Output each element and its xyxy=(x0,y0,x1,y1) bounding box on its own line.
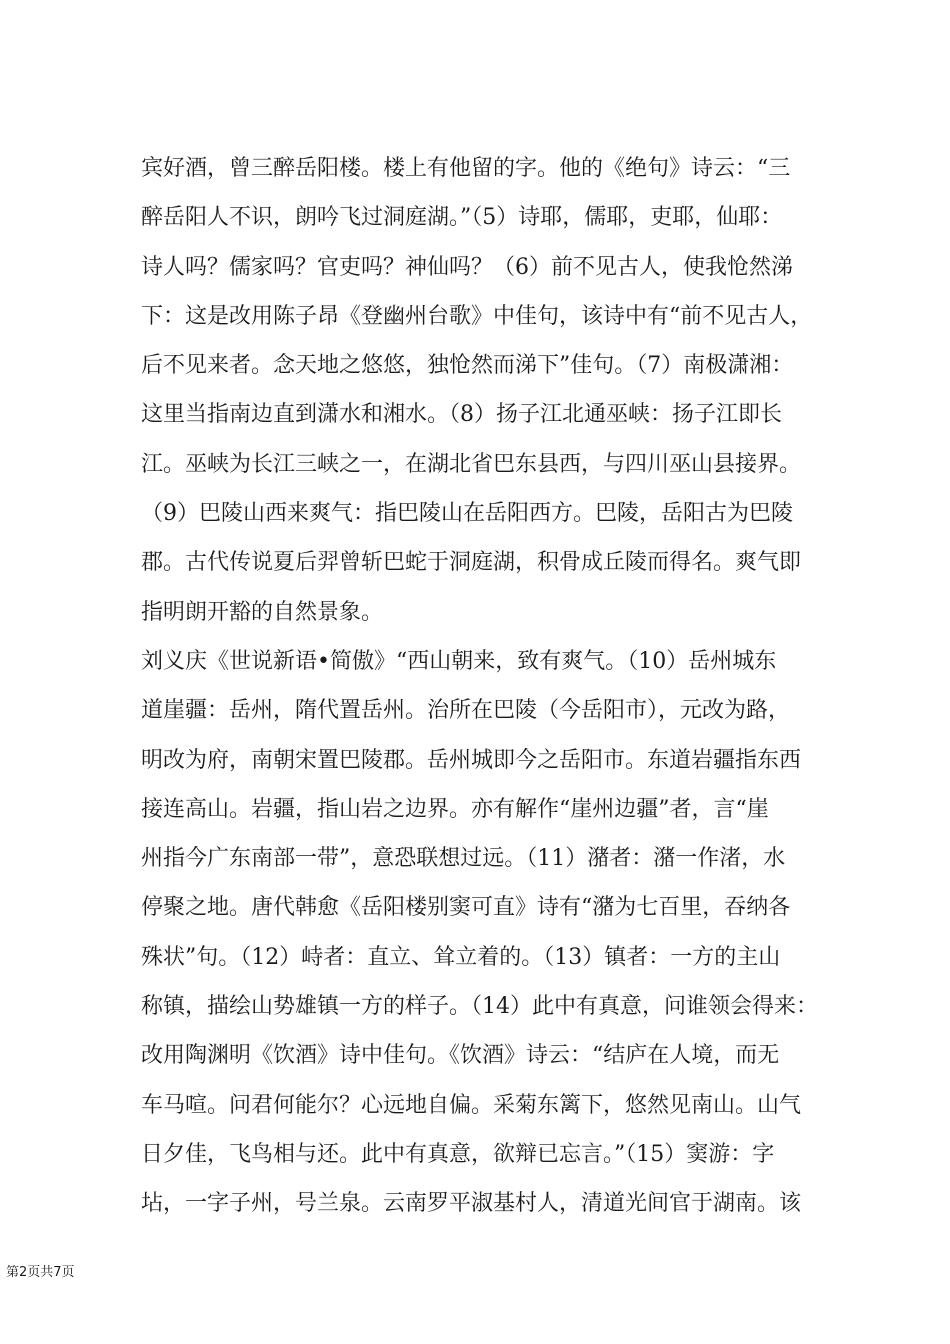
text-line: 指明朗开豁的自然景象。 xyxy=(141,599,384,625)
text-line: 车马喧。问君何能尔？心远地自偏。采菊东篱下，悠然见南山。山气 xyxy=(141,1092,802,1118)
text-line: 殊状”句。（12）峙者：直立、耸立着的。（13）镇者：一方的主山 xyxy=(141,944,781,970)
page-number-footer: 第2页共7页 xyxy=(6,1265,75,1280)
text-line: 江。巫峡为长江三峡之一，在湖北省巴东县西，与四川巫山县接界。 xyxy=(141,451,802,477)
text-line: 接连高山。岩疆，指山岩之边界。亦有解作“崖州边疆”者，言“崖 xyxy=(141,796,769,822)
text-line: 后不见来者。念天地之悠悠，独怆然而涕下”佳句。（7）南极潇湘： xyxy=(141,353,794,379)
body-text xyxy=(141,144,841,1229)
text-line: 郡。古代传说夏后羿曾斩巴蛇于洞庭湖，积骨成丘陵而得名。爽气即 xyxy=(141,550,802,576)
text-line: 宾好酒，曾三醉岳阳楼。楼上有他留的字。他的《绝句》诗云：“三 xyxy=(141,156,791,181)
text-line: 醉岳阳人不识，朗吟飞过洞庭湖。”（5）诗耶，儒耶，吏耶，仙耶： xyxy=(141,205,783,231)
text-line: 称镇，描绘山势雄镇一方的样子。（14）此中有真意，问谁领会得来： xyxy=(141,994,818,1020)
text-line: 道崖疆：岳州，隋代置岳州。治所在巴陵（今岳阳市），元改为路， xyxy=(141,698,791,724)
text-line: 州指今广东南部一带”，意恐联想过远。（11）潴者：潴一作渚，水 xyxy=(141,846,786,872)
text-line: 停聚之地。唐代韩愈《岳阳楼别窦可直》诗有“潴为七百里，吞纳各 xyxy=(141,895,791,921)
text-line: 明改为府，南朝宋置巴陵郡。岳州城即今之岳阳市。东道岩疆指东西 xyxy=(141,747,802,773)
text-line: 这里当指南边直到潇水和湘水。（8）扬子江北通巫峡：扬子江即长 xyxy=(141,402,782,428)
text-line: 下：这是改用陈子昂《登幽州台歌》中佳句，该诗中有“前不见古人， xyxy=(141,303,813,329)
text-line: 刘义庆《世说新语•简傲》“西山朝来，致有爽气。（10）岳州城东 xyxy=(141,648,777,674)
text-line: 日夕佳，飞鸟相与还。此中有真意，欲辩已忘言。”（15）窦游：字 xyxy=(141,1141,775,1167)
text-line: 改用陶渊明《饮酒》诗中佳句。《饮酒》诗云：“结庐在人境，而无 xyxy=(141,1043,780,1069)
text-line: （9）巴陵山西来爽气：指巴陵山在岳阳西方。巴陵，岳阳古为巴陵 xyxy=(141,501,793,527)
text-line: 坫，一字子州，号兰泉。云南罗平淑基村人，清道光间官于湖南。该 xyxy=(141,1191,802,1217)
text-line: 诗人吗？儒家吗？官吏吗？神仙吗？（6）前不见古人，使我怆然涕 xyxy=(141,254,793,280)
